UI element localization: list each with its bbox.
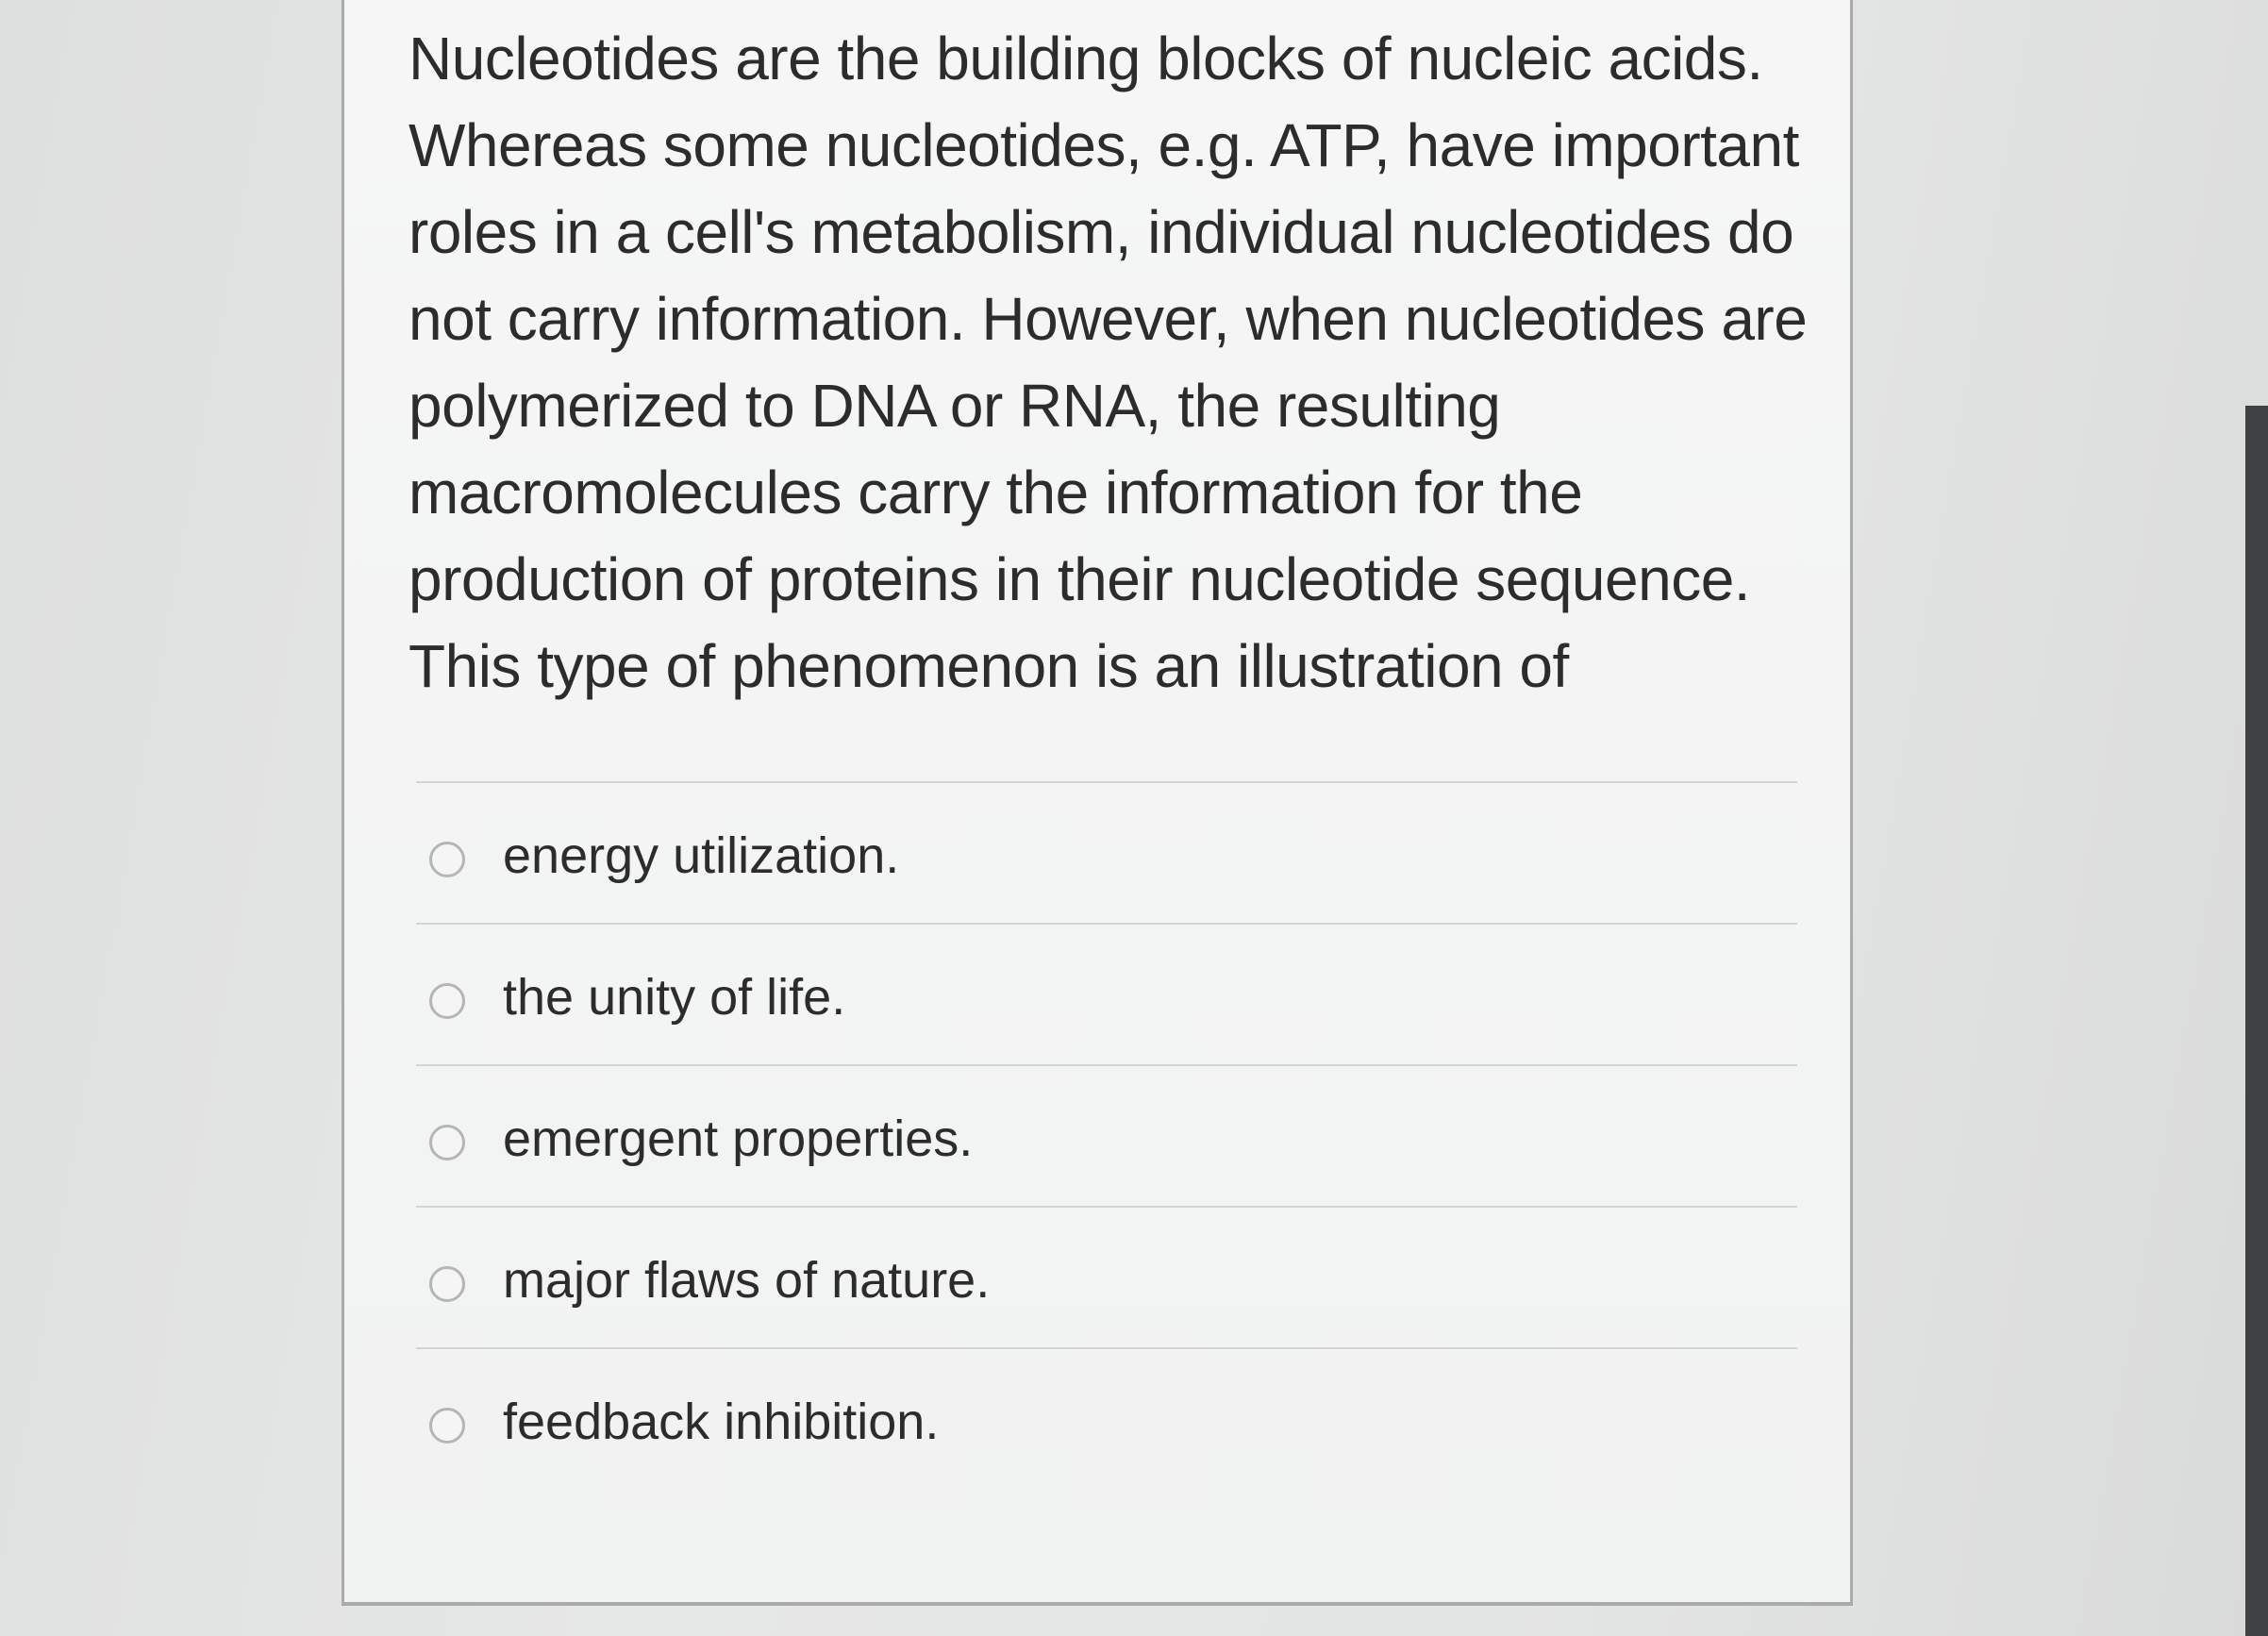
answer-options [416, 781, 1797, 1489]
question-text: Nucleotides are the building blocks of nucleic acids. Whereas some nucleotides, e.g. ATP, have important roles in a cell's metabolism, individual nucleotides do not carry information. However, when nucleotides are polymerized to DNA or RNA, the resulting macromolecules carry the information for the production of proteins in their nucleotide sequence. This type of phenomenon is an illustration of [409, 25, 1808, 700]
answer-option-emergent-properties[interactable] [416, 1064, 1797, 1206]
radio-button[interactable] [429, 842, 465, 877]
adjacent-panel-edge [2245, 406, 2268, 1636]
answer-label[interactable]: feedback inhibition. [503, 1394, 940, 1450]
radio-button[interactable] [429, 1266, 465, 1302]
answer-option-major-flaws-of-nature[interactable] [416, 1206, 1797, 1347]
question-card [342, 0, 1853, 1606]
answer-label[interactable]: the unity of life. [503, 969, 846, 1026]
answer-option-energy-utilization[interactable] [416, 781, 1797, 923]
answer-label[interactable]: major flaws of nature. [503, 1252, 991, 1309]
answer-label[interactable]: emergent properties. [503, 1110, 974, 1167]
answer-option-unity-of-life[interactable] [416, 923, 1797, 1064]
radio-button[interactable] [429, 1125, 465, 1160]
answer-option-feedback-inhibition[interactable] [416, 1347, 1797, 1489]
answer-label[interactable]: energy utilization. [503, 827, 900, 884]
radio-button[interactable] [429, 983, 465, 1019]
radio-button[interactable] [429, 1408, 465, 1444]
